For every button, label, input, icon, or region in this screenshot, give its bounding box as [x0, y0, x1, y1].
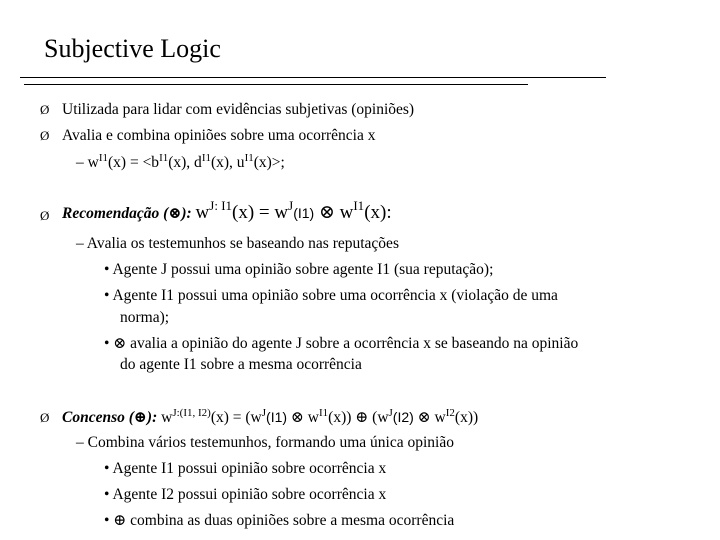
rec-paren-i1: (I1) [293, 205, 315, 221]
otimes-icon: ⊗ [168, 205, 182, 222]
recomendacao-item: • Agente J possui uma opinião sobre agente I1 (sua reputação); [104, 261, 494, 278]
recomendacao-open: ( [159, 205, 169, 222]
rec-rest2: (x): [364, 202, 392, 223]
bullet-arrow-icon: Ø [40, 208, 50, 223]
recomendacao-item: • Agente I1 possui uma opinião sobre uma ocorrência x (violação de uma [104, 287, 558, 304]
bullet-arrow-icon: Ø [40, 128, 50, 143]
recomendacao-sub: – Avalia os testemunhos se baseando nas reputações [76, 235, 399, 252]
title-underline-secondary [24, 84, 528, 85]
formula-sup: I1 [244, 152, 254, 164]
oplus-icon: ⊕ [355, 409, 369, 426]
oplus-icon: ⊕ [133, 409, 147, 426]
recomendacao-item-cont: norma); [120, 309, 170, 326]
concenso-item: • Agente I2 possui opinião sobre ocorrência x [104, 486, 387, 503]
concenso-open: ( [124, 409, 134, 426]
con-e: (w [372, 409, 389, 426]
concenso-close: ): [146, 409, 158, 426]
otimes-icon: ⊗ [290, 409, 304, 426]
concenso-label: Concenso [62, 409, 125, 426]
con-f: (I2) [392, 409, 414, 425]
formula-sup: I1 [98, 152, 108, 164]
con-h: (x)) [454, 409, 479, 426]
concenso-item: • ⊕ combina as duas opiniões sobre a mesma ocorrência [104, 512, 455, 529]
con-w: w [161, 409, 173, 426]
con-g: w [434, 409, 446, 426]
con-c: w [307, 409, 319, 426]
formula-eq: = <b [126, 154, 160, 171]
rec-w2: w [339, 202, 354, 223]
con-a: (x) = (w [210, 409, 262, 426]
rec-sup2: J [288, 198, 294, 213]
con-sup4: J [388, 407, 393, 419]
concenso-item: • Agente I1 possui opinião sobre ocorrência x [104, 460, 387, 477]
con-b: (I1) [266, 409, 288, 425]
concenso-formula [161, 409, 478, 426]
recomendacao-formula [195, 198, 392, 223]
recomendacao-label: Recomendação [62, 205, 160, 222]
formula-d: (x), d [168, 154, 202, 171]
otimes-icon: ⊗ [318, 202, 335, 223]
rec-sup1: J: I1 [209, 198, 233, 213]
bullet-arrow-icon: Ø [40, 410, 50, 425]
rec-sup3: I1 [353, 198, 365, 213]
recomendacao-heading [62, 198, 392, 223]
formula-sup: I1 [201, 152, 211, 164]
otimes-icon: ⊗ [417, 409, 431, 426]
formula-end: (x)>; [253, 154, 285, 171]
con-sup5: I2 [445, 407, 455, 419]
recomendacao-item-cont: do agente I1 sobre a mesma ocorrência [120, 356, 362, 373]
formula-dash: – [76, 154, 84, 171]
bullet-arrow-icon: Ø [40, 102, 50, 117]
formula-w: w [87, 154, 99, 171]
con-sup2: J [261, 407, 267, 419]
recomendacao-close: ): [181, 205, 192, 222]
bullet-utilizada: Utilizada para lidar com evidências subjetivas (opiniões) [62, 101, 415, 118]
con-sup1: J:(I1, I2) [172, 407, 211, 419]
formula-u: (x), u [210, 154, 245, 171]
con-d: (x)) [328, 409, 352, 426]
concenso-sub: – Combina vários testemunhos, formando uma única opinião [76, 434, 454, 451]
bullet-avalia: Avalia e combina opiniões sobre uma ocorrência x [62, 127, 376, 144]
rec-rest1: (x) = w [232, 202, 289, 223]
opinion-formula [76, 154, 285, 172]
con-sup3: I1 [318, 407, 329, 419]
formula-x: (x) [108, 154, 127, 171]
slide-title: Subjective Logic [44, 34, 221, 63]
formula-sup: I1 [159, 152, 169, 164]
title-underline [20, 77, 606, 78]
concenso-heading [62, 408, 478, 427]
recomendacao-item: • ⊗ avalia a opinião do agente J sobre a ocorrência x se baseando na opinião [104, 335, 579, 352]
rec-w: w [195, 202, 210, 223]
